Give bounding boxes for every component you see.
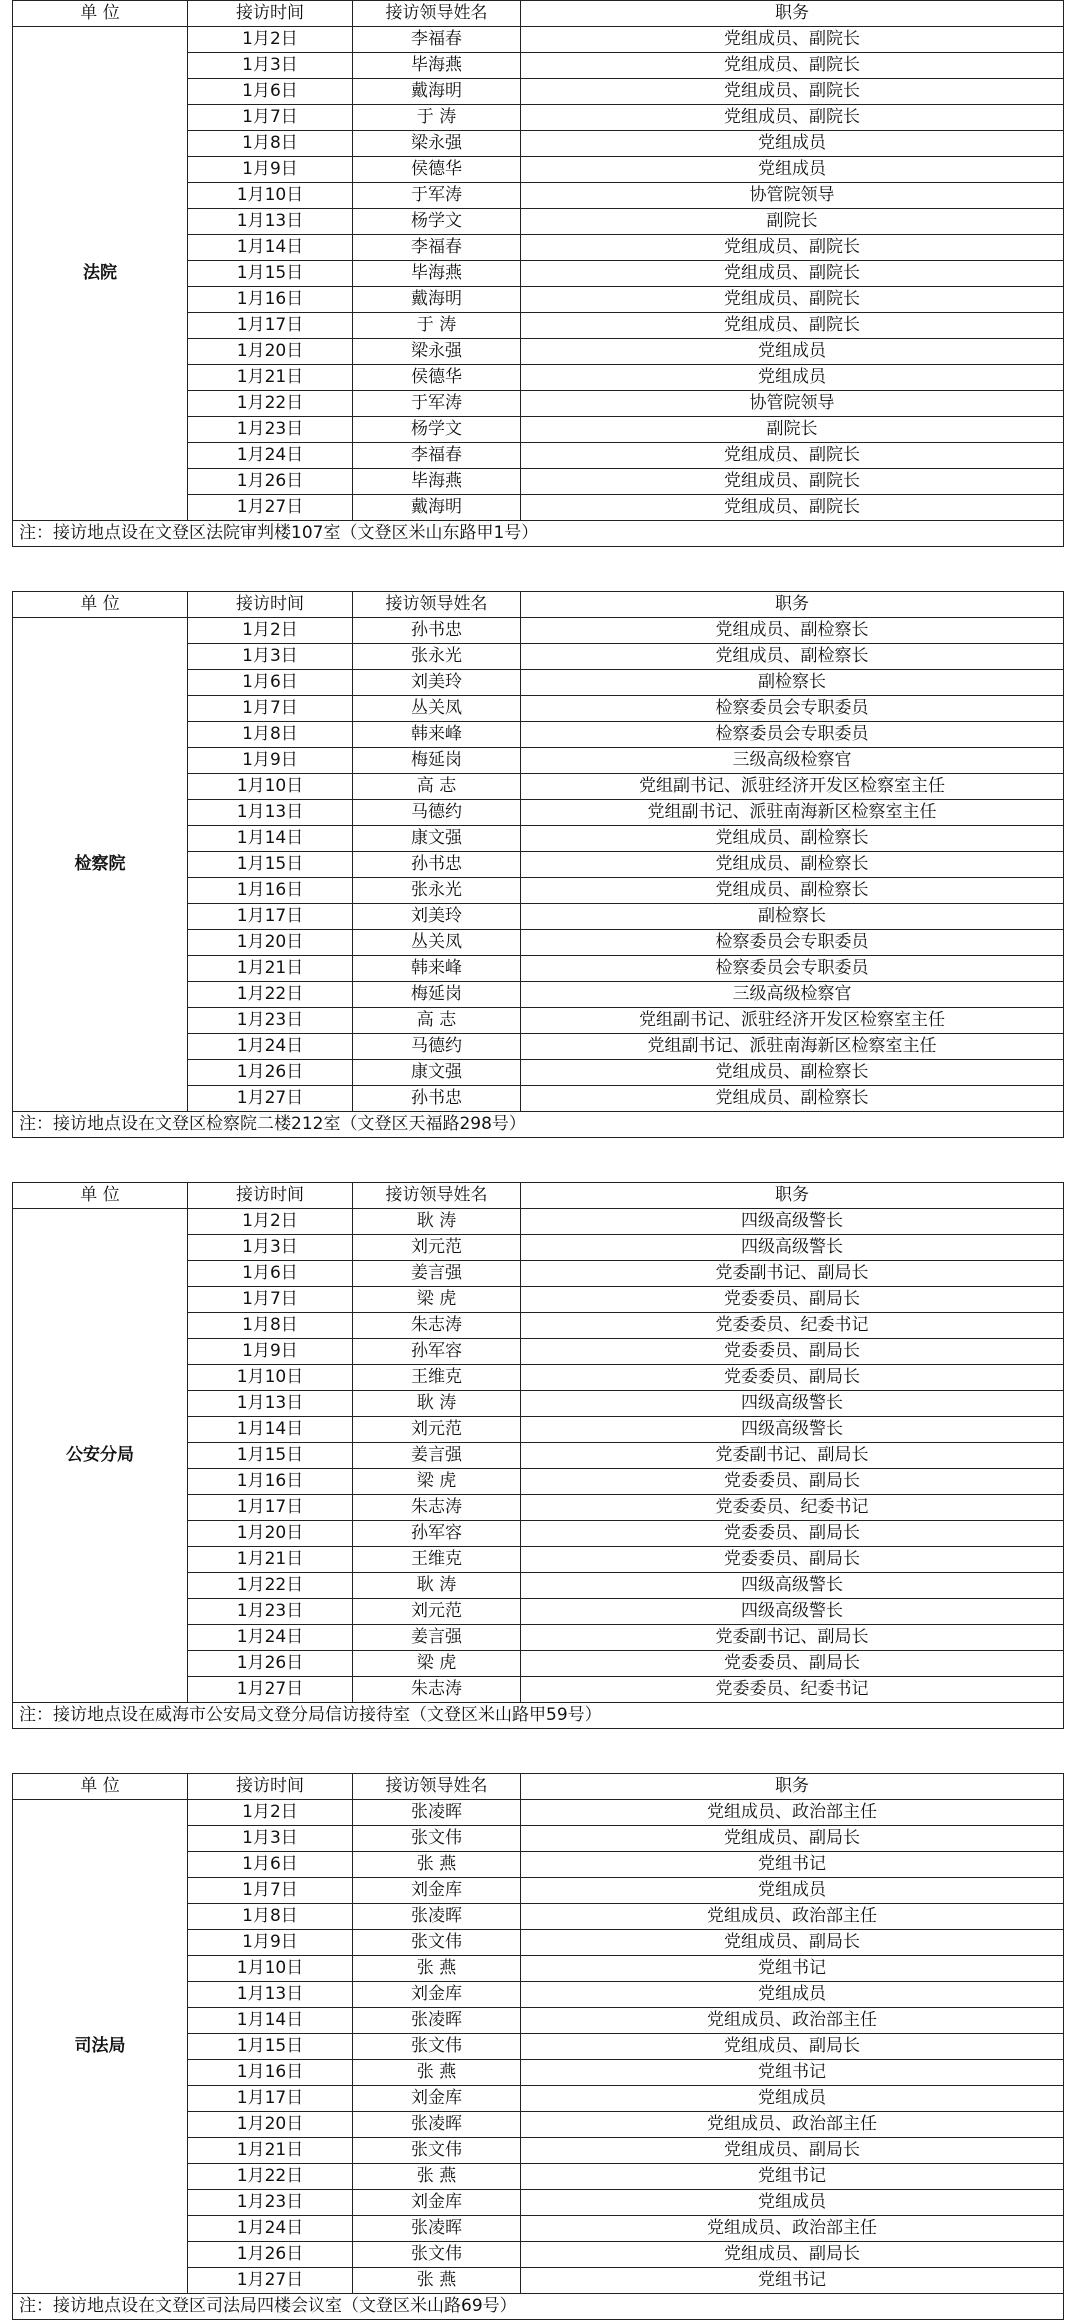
header-position: 职务: [521, 592, 1064, 618]
visit-date: 1月2日: [188, 618, 353, 644]
leader-name: 戴海明: [353, 79, 521, 105]
leader-position: 党组成员、副检察长: [521, 1086, 1064, 1112]
visit-date: 1月26日: [188, 469, 353, 495]
leader-position: 党委委员、副局长: [521, 1365, 1064, 1391]
visit-date: 1月7日: [188, 105, 353, 131]
leader-name: 刘金库: [353, 2086, 521, 2112]
leader-name: 梁永强: [353, 131, 521, 157]
leader-position: 党委副书记、副局长: [521, 1625, 1064, 1651]
location-note: 注：接访地点设在威海市公安局文登分局信访接待室（文登区米山路甲59号）: [13, 1703, 1064, 1729]
header-date: 接访时间: [188, 1774, 353, 1800]
leader-position: 党组书记: [521, 2060, 1064, 2086]
visit-date: 1月26日: [188, 1651, 353, 1677]
leader-name: 张 燕: [353, 1956, 521, 1982]
visit-date: 1月22日: [188, 2164, 353, 2190]
visit-date: 1月3日: [188, 644, 353, 670]
visit-date: 1月23日: [188, 1008, 353, 1034]
leader-name: 王维克: [353, 1365, 521, 1391]
leader-position: 党组成员、副院长: [521, 287, 1064, 313]
leader-position: 党组成员、副检察长: [521, 644, 1064, 670]
leader-position: 党组成员: [521, 1982, 1064, 2008]
leader-name: 张 燕: [353, 2060, 521, 2086]
leader-name: 张凌晖: [353, 2216, 521, 2242]
leader-name: 刘金库: [353, 1878, 521, 1904]
leader-name: 孙军容: [353, 1339, 521, 1365]
leader-position: 党委委员、副局长: [521, 1521, 1064, 1547]
leader-name: 康文强: [353, 826, 521, 852]
visit-date: 1月3日: [188, 1826, 353, 1852]
leader-name: 张凌晖: [353, 1800, 521, 1826]
leader-position: 四级高级警长: [521, 1599, 1064, 1625]
leader-name: 刘美玲: [353, 904, 521, 930]
leader-name: 张文伟: [353, 2138, 521, 2164]
leader-name: 孙书忠: [353, 1086, 521, 1112]
leader-name: 杨学文: [353, 209, 521, 235]
table-header-row: [13, 1774, 1064, 1800]
header-leader: 接访领导姓名: [353, 1, 521, 27]
leader-position: 副检察长: [521, 670, 1064, 696]
leader-position: 党组书记: [521, 2164, 1064, 2190]
table-header-row: [13, 592, 1064, 618]
leader-position: 党组书记: [521, 2268, 1064, 2294]
leader-name: 马德约: [353, 1034, 521, 1060]
leader-position: 党组成员、副检察长: [521, 852, 1064, 878]
visit-date: 1月21日: [188, 2138, 353, 2164]
leader-name: 耿 涛: [353, 1209, 521, 1235]
leader-position: 四级高级警长: [521, 1573, 1064, 1599]
header-position: 职务: [521, 1183, 1064, 1209]
leader-name: 朱志涛: [353, 1495, 521, 1521]
leader-position: 党组成员: [521, 365, 1064, 391]
leader-name: 侯德华: [353, 157, 521, 183]
header-unit: 单 位: [13, 592, 188, 618]
visit-date: 1月21日: [188, 365, 353, 391]
visit-date: 1月8日: [188, 722, 353, 748]
schedule-table: [12, 0, 1064, 547]
table-header-row: [13, 1, 1064, 27]
visit-date: 1月22日: [188, 1573, 353, 1599]
location-note: 注：接访地点设在文登区法院审判楼107室（文登区米山东路甲1号）: [13, 521, 1064, 547]
leader-name: 丛关凤: [353, 930, 521, 956]
visit-date: 1月3日: [188, 53, 353, 79]
leader-name: 张永光: [353, 878, 521, 904]
visit-date: 1月2日: [188, 1800, 353, 1826]
leader-name: 朱志涛: [353, 1677, 521, 1703]
visit-date: 1月13日: [188, 1391, 353, 1417]
visit-date: 1月8日: [188, 131, 353, 157]
leader-name: 毕海燕: [353, 261, 521, 287]
leader-name: 刘元范: [353, 1235, 521, 1261]
leader-position: 党委委员、副局长: [521, 1651, 1064, 1677]
leader-name: 梁 虎: [353, 1469, 521, 1495]
visit-date: 1月17日: [188, 1495, 353, 1521]
header-unit: 单 位: [13, 1774, 188, 1800]
visit-date: 1月15日: [188, 2034, 353, 2060]
leader-name: 姜言强: [353, 1625, 521, 1651]
header-position: 职务: [521, 1, 1064, 27]
visit-date: 1月7日: [188, 696, 353, 722]
leader-position: 党组成员、副检察长: [521, 878, 1064, 904]
leader-position: 党组成员、政治部主任: [521, 2008, 1064, 2034]
header-unit: 单 位: [13, 1, 188, 27]
leader-position: 党组成员、副院长: [521, 261, 1064, 287]
unit-name: 公安分局: [13, 1209, 188, 1703]
leader-position: 党组成员、副局长: [521, 1826, 1064, 1852]
header-leader: 接访领导姓名: [353, 592, 521, 618]
leader-position: 党组成员、副局长: [521, 2034, 1064, 2060]
visit-date: 1月27日: [188, 495, 353, 521]
header-date: 接访时间: [188, 1, 353, 27]
header-date: 接访时间: [188, 1183, 353, 1209]
leader-position: 党委委员、副局长: [521, 1287, 1064, 1313]
leader-name: 李福春: [353, 443, 521, 469]
leader-name: 马德约: [353, 800, 521, 826]
leader-position: 党组书记: [521, 1852, 1064, 1878]
leader-position: 党委委员、纪委书记: [521, 1495, 1064, 1521]
leader-position: 党组成员、副院长: [521, 53, 1064, 79]
leader-name: 韩来峰: [353, 722, 521, 748]
leader-name: 张文伟: [353, 1930, 521, 1956]
visit-date: 1月20日: [188, 1521, 353, 1547]
table-row: [13, 1209, 1064, 1235]
leader-position: 党委委员、纪委书记: [521, 1313, 1064, 1339]
visit-date: 1月14日: [188, 235, 353, 261]
leader-position: 党组成员、政治部主任: [521, 1800, 1064, 1826]
table-row: [13, 27, 1064, 53]
leader-position: 党组成员、副院长: [521, 105, 1064, 131]
leader-name: 梅延岗: [353, 748, 521, 774]
visit-date: 1月14日: [188, 2008, 353, 2034]
leader-name: 姜言强: [353, 1443, 521, 1469]
leader-name: 张凌晖: [353, 2112, 521, 2138]
leader-name: 韩来峰: [353, 956, 521, 982]
visit-date: 1月22日: [188, 391, 353, 417]
leader-name: 王维克: [353, 1547, 521, 1573]
visit-date: 1月7日: [188, 1287, 353, 1313]
leader-name: 张 燕: [353, 2268, 521, 2294]
leader-name: 李福春: [353, 235, 521, 261]
leader-position: 党委委员、副局长: [521, 1547, 1064, 1573]
visit-date: 1月24日: [188, 1625, 353, 1651]
leader-position: 检察委员会专职委员: [521, 956, 1064, 982]
leader-position: 副院长: [521, 209, 1064, 235]
leader-name: 高 志: [353, 774, 521, 800]
leader-name: 毕海燕: [353, 53, 521, 79]
leader-name: 于 涛: [353, 105, 521, 131]
visit-date: 1月6日: [188, 670, 353, 696]
header-leader: 接访领导姓名: [353, 1183, 521, 1209]
visit-date: 1月8日: [188, 1904, 353, 1930]
visit-date: 1月10日: [188, 1956, 353, 1982]
leader-position: 党组成员: [521, 1878, 1064, 1904]
leader-name: 张 燕: [353, 2164, 521, 2190]
leader-name: 孙书忠: [353, 852, 521, 878]
visit-date: 1月13日: [188, 800, 353, 826]
location-note: 注：接访地点设在文登区司法局四楼会议室（文登区米山路69号）: [13, 2294, 1064, 2320]
visit-date: 1月15日: [188, 261, 353, 287]
leader-name: 刘元范: [353, 1417, 521, 1443]
leader-name: 刘美玲: [353, 670, 521, 696]
leader-name: 张永光: [353, 644, 521, 670]
visit-date: 1月16日: [188, 287, 353, 313]
leader-name: 张文伟: [353, 1826, 521, 1852]
leader-name: 于军涛: [353, 183, 521, 209]
leader-name: 于军涛: [353, 391, 521, 417]
visit-date: 1月27日: [188, 1086, 353, 1112]
leader-position: 检察委员会专职委员: [521, 930, 1064, 956]
visit-date: 1月10日: [188, 1365, 353, 1391]
leader-name: 耿 涛: [353, 1573, 521, 1599]
leader-name: 张文伟: [353, 2034, 521, 2060]
leader-position: 党委副书记、副局长: [521, 1261, 1064, 1287]
visit-date: 1月2日: [188, 27, 353, 53]
visit-date: 1月10日: [188, 183, 353, 209]
schedule-table: [12, 591, 1064, 1138]
leader-name: 张文伟: [353, 2242, 521, 2268]
leader-name: 戴海明: [353, 495, 521, 521]
leader-position: 党组成员、副检察长: [521, 1060, 1064, 1086]
header-position: 职务: [521, 1774, 1064, 1800]
leader-position: 党组成员、政治部主任: [521, 2112, 1064, 2138]
leader-position: 党组成员: [521, 131, 1064, 157]
visit-date: 1月14日: [188, 1417, 353, 1443]
leader-name: 李福春: [353, 27, 521, 53]
visit-date: 1月27日: [188, 1677, 353, 1703]
leader-position: 党组成员、副检察长: [521, 826, 1064, 852]
note-row: [13, 521, 1064, 547]
leader-position: 检察委员会专职委员: [521, 722, 1064, 748]
leader-name: 刘金库: [353, 1982, 521, 2008]
visit-date: 1月24日: [188, 2216, 353, 2242]
leader-position: 党委委员、副局长: [521, 1469, 1064, 1495]
visit-date: 1月6日: [188, 1852, 353, 1878]
leader-position: 党组副书记、派驻南海新区检察室主任: [521, 800, 1064, 826]
leader-position: 党组成员: [521, 339, 1064, 365]
visit-date: 1月3日: [188, 1235, 353, 1261]
visit-date: 1月23日: [188, 2190, 353, 2216]
leader-name: 张凌晖: [353, 2008, 521, 2034]
leader-name: 康文强: [353, 1060, 521, 1086]
header-date: 接访时间: [188, 592, 353, 618]
leader-name: 朱志涛: [353, 1313, 521, 1339]
leader-name: 于 涛: [353, 313, 521, 339]
leader-name: 刘元范: [353, 1599, 521, 1625]
leader-position: 党组副书记、派驻经济开发区检察室主任: [521, 1008, 1064, 1034]
unit-name: 检察院: [13, 618, 188, 1112]
leader-name: 毕海燕: [353, 469, 521, 495]
visit-date: 1月16日: [188, 878, 353, 904]
visit-date: 1月13日: [188, 1982, 353, 2008]
leader-position: 党组成员、副院长: [521, 313, 1064, 339]
leader-position: 党组副书记、派驻南海新区检察室主任: [521, 1034, 1064, 1060]
leader-position: 协管院领导: [521, 183, 1064, 209]
leader-position: 党组成员: [521, 157, 1064, 183]
visit-date: 1月9日: [188, 1930, 353, 1956]
leader-name: 高 志: [353, 1008, 521, 1034]
note-row: [13, 2294, 1064, 2320]
leader-position: 党组成员、副院长: [521, 443, 1064, 469]
visit-date: 1月15日: [188, 1443, 353, 1469]
visit-date: 1月24日: [188, 443, 353, 469]
visit-date: 1月8日: [188, 1313, 353, 1339]
leader-position: 党组成员、政治部主任: [521, 1904, 1064, 1930]
leader-name: 戴海明: [353, 287, 521, 313]
leader-position: 四级高级警长: [521, 1209, 1064, 1235]
leader-name: 梁 虎: [353, 1287, 521, 1313]
visit-date: 1月13日: [188, 209, 353, 235]
table-row: [13, 618, 1064, 644]
visit-date: 1月26日: [188, 2242, 353, 2268]
visit-date: 1月9日: [188, 748, 353, 774]
visit-date: 1月14日: [188, 826, 353, 852]
visit-date: 1月20日: [188, 2112, 353, 2138]
leader-position: 党委委员、纪委书记: [521, 1677, 1064, 1703]
visit-date: 1月7日: [188, 1878, 353, 1904]
visit-date: 1月6日: [188, 79, 353, 105]
leader-name: 姜言强: [353, 1261, 521, 1287]
leader-position: 党组副书记、派驻经济开发区检察室主任: [521, 774, 1064, 800]
visit-date: 1月9日: [188, 157, 353, 183]
visit-date: 1月20日: [188, 930, 353, 956]
note-row: [13, 1112, 1064, 1138]
leader-name: 刘金库: [353, 2190, 521, 2216]
leader-name: 张 燕: [353, 1852, 521, 1878]
visit-date: 1月10日: [188, 774, 353, 800]
leader-name: 梁永强: [353, 339, 521, 365]
visit-date: 1月21日: [188, 956, 353, 982]
leader-position: 党组成员、副局长: [521, 2242, 1064, 2268]
leader-name: 侯德华: [353, 365, 521, 391]
leader-name: 梁 虎: [353, 1651, 521, 1677]
leader-name: 张凌晖: [353, 1904, 521, 1930]
leader-position: 副院长: [521, 417, 1064, 443]
visit-date: 1月17日: [188, 2086, 353, 2112]
leader-position: 四级高级警长: [521, 1417, 1064, 1443]
visit-date: 1月26日: [188, 1060, 353, 1086]
leader-position: 党组成员、副院长: [521, 235, 1064, 261]
visit-date: 1月22日: [188, 982, 353, 1008]
visit-date: 1月16日: [188, 1469, 353, 1495]
leader-name: 杨学文: [353, 417, 521, 443]
visit-date: 1月16日: [188, 2060, 353, 2086]
visit-date: 1月24日: [188, 1034, 353, 1060]
leader-name: 梅延岗: [353, 982, 521, 1008]
visit-date: 1月17日: [188, 904, 353, 930]
leader-position: 党委副书记、副局长: [521, 1443, 1064, 1469]
header-leader: 接访领导姓名: [353, 1774, 521, 1800]
leader-position: 党委委员、副局长: [521, 1339, 1064, 1365]
visit-date: 1月20日: [188, 339, 353, 365]
unit-name: 法院: [13, 27, 188, 521]
leader-position: 四级高级警长: [521, 1235, 1064, 1261]
visit-date: 1月15日: [188, 852, 353, 878]
visit-date: 1月23日: [188, 1599, 353, 1625]
leader-position: 党组成员、副院长: [521, 79, 1064, 105]
leader-position: 党组成员、副院长: [521, 27, 1064, 53]
leader-position: 党组成员、副局长: [521, 1930, 1064, 1956]
visit-date: 1月17日: [188, 313, 353, 339]
visit-date: 1月2日: [188, 1209, 353, 1235]
location-note: 注：接访地点设在文登区检察院二楼212室（文登区天福路298号）: [13, 1112, 1064, 1138]
leader-position: 党组成员: [521, 2086, 1064, 2112]
leader-position: 党组成员、副局长: [521, 2138, 1064, 2164]
leader-position: 党组成员: [521, 2190, 1064, 2216]
schedule-table: [12, 1773, 1064, 2320]
leader-position: 四级高级警长: [521, 1391, 1064, 1417]
leader-name: 孙书忠: [353, 618, 521, 644]
leader-name: 孙军容: [353, 1521, 521, 1547]
leader-position: 三级高级检察官: [521, 982, 1064, 1008]
table-row: [13, 1800, 1064, 1826]
leader-position: 检察委员会专职委员: [521, 696, 1064, 722]
visit-date: 1月6日: [188, 1261, 353, 1287]
leader-name: 耿 涛: [353, 1391, 521, 1417]
leader-position: 党组书记: [521, 1956, 1064, 1982]
leader-position: 党组成员、政治部主任: [521, 2216, 1064, 2242]
leader-position: 党组成员、副院长: [521, 469, 1064, 495]
leader-position: 党组成员、副院长: [521, 495, 1064, 521]
visit-date: 1月27日: [188, 2268, 353, 2294]
leader-position: 三级高级检察官: [521, 748, 1064, 774]
visit-date: 1月9日: [188, 1339, 353, 1365]
visit-date: 1月21日: [188, 1547, 353, 1573]
unit-name: 司法局: [13, 1800, 188, 2294]
visit-date: 1月23日: [188, 417, 353, 443]
schedule-table: [12, 1182, 1064, 1729]
note-row: [13, 1703, 1064, 1729]
leader-name: 丛关凤: [353, 696, 521, 722]
leader-position: 副检察长: [521, 904, 1064, 930]
header-unit: 单 位: [13, 1183, 188, 1209]
leader-position: 协管院领导: [521, 391, 1064, 417]
table-header-row: [13, 1183, 1064, 1209]
leader-position: 党组成员、副检察长: [521, 618, 1064, 644]
